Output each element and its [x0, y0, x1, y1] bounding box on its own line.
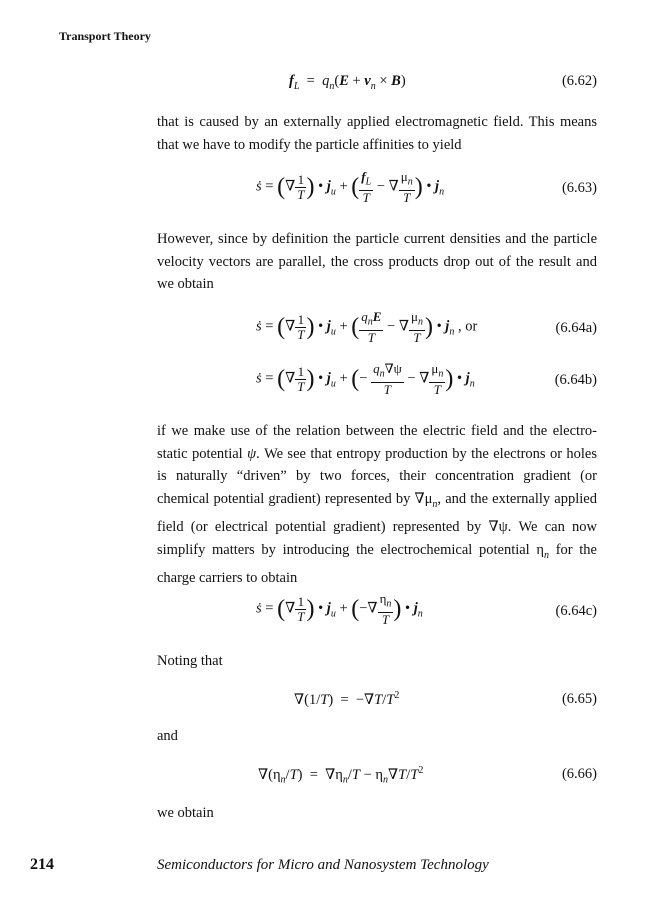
- paragraph-4: Noting that: [157, 653, 223, 669]
- paragraph-3-part-d: . We can now simplify matters by introducing the electrochemical potential: [157, 519, 597, 558]
- paragraph-3-part-e: for the charge carriers to obtain: [157, 541, 597, 587]
- paragraph-6: we obtain: [157, 805, 214, 821]
- equation-6-63: ṡ = (∇ $\frac{1}{T}$ ) • $j_u$ + ( $\frac{f_L}{T}$ − ∇ $\frac{\mu_n}{T}$ ) • $j_n$: [256, 169, 445, 205]
- paragraph-5: and: [157, 728, 178, 744]
- equation-number-6-64c: (6.64c): [555, 603, 597, 619]
- running-header: Transport Theory: [59, 29, 151, 43]
- book-title: Semiconductors for Micro and Nanosystem Technology: [157, 857, 489, 873]
- equation-6-64b: ṡ = (∇ $\frac{1}{T}$ ) • $j_u$ + (− $\frac{q_n\nabla\psi}{T}$ − ∇ $\frac{\mu_n}{T}$ ) • $j_n$: [256, 361, 475, 397]
- paragraph-3-part-a: if we make use of the relation between the electric field and the electro-static potential: [157, 423, 597, 462]
- equation-6-62: $f_L = q_n(E + v_n \times B)$: [289, 73, 406, 92]
- equation-number-6-63: (6.63): [561, 180, 597, 196]
- equation-number-6-65: (6.65): [561, 691, 597, 707]
- equation-number-6-64b: (6.64b): [554, 372, 597, 388]
- equation-number-6-62: (6.62): [561, 73, 597, 89]
- equation-6-64c: ṡ = (∇ $\frac{1}{T}$ ) • $j_u$ + (−∇ $\frac{\eta_n}{T}$ ) • $j_n$: [256, 591, 423, 627]
- equation-6-66: $\nabla(\eta_n/T) = \nabla\eta_n/T - \eta_n\nabla T/T^2$: [258, 765, 424, 786]
- equation-number-6-66: (6.66): [561, 766, 597, 782]
- paragraph-3-part-c: , and the externally applied field (or electrical potential gradient) represented by: [157, 490, 597, 536]
- paragraph-3-part-b: . We see that entropy production by the electrons or holes is naturally “driven” by two forces, their concentration gradient (or chemical potential gradient) represented by: [157, 445, 598, 507]
- page-number: 214: [30, 856, 54, 873]
- equation-6-65: $\nabla(1/T) = -\nabla T/T^2$: [294, 690, 400, 708]
- equation-6-64a-suffix: , or: [457, 318, 478, 335]
- paragraph-2: However, since by definition the particle current densities and the particle velocity vectors are parallel, the cross products drop out of the result and we obtain: [157, 231, 597, 293]
- equation-number-6-64a: (6.64a): [555, 320, 597, 336]
- equation-6-64a: ṡ = (∇ $\frac{1}{T}$ ) • $j_u$ + ( $\frac{q_nE}{T}$ − ∇ $\frac{\mu_n}{T}$ ) • $j_n$ , or: [256, 309, 478, 345]
- paragraph-1: that is caused by an externally applied electromagnetic field. This means that we have to modify the particle affinities to yield: [157, 114, 597, 153]
- paragraph-3: if we make use of the relation between the electric field and the electro-static potential ψ. We see that entropy production by the electrons or holes is naturally “driven” by two forces, their concentration gradient (or chemical potential gradient) represented by $\nabla\mu_n$, and the externally applied field (or electrical potential gradient) represented by ∇ψ. We can now simplify matters by introducing the electrochemical potential $\eta_n$ for the charge carriers to obtain: [157, 423, 598, 587]
